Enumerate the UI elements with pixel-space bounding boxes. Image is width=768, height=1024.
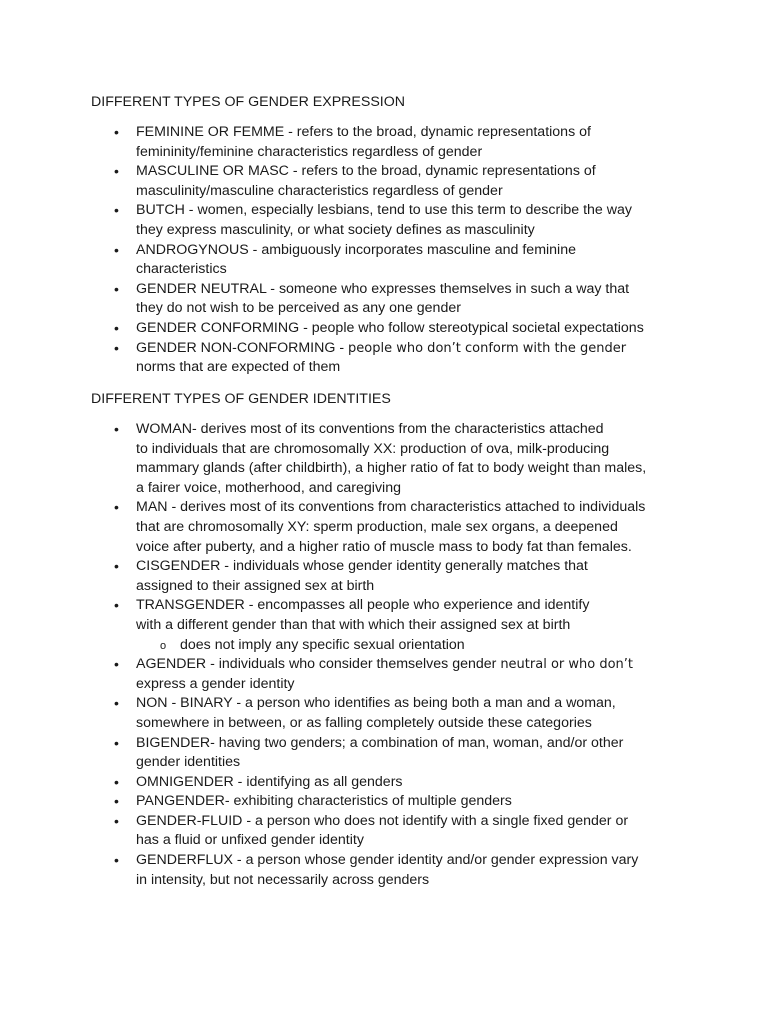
sub-list bbox=[136, 636, 698, 656]
bullet-icon: • bbox=[114, 597, 119, 614]
bullet-icon: • bbox=[114, 695, 119, 712]
list-item: • TRANSGENDER - encompasses all people who experience and identify with a different gender than that with which their assigned sex at birth o does not imply any specific sexual orientation bbox=[0, 596, 768, 655]
bullet-icon: • bbox=[114, 319, 119, 336]
list-item: • BUTCH - women, especially lesbians, tend to use this term to describe the way they express masculinity, or what society defines as masculinity bbox=[114, 202, 632, 238]
list-item: • WOMAN- derives most of its conventions from the characteristics attached to individuals that are chromosomally XX: production of ova, milk-producing mammary glands (after childbirth), a higher ratio of fat to body weight than males, a fairer voice, motherhood, and caregiving bbox=[114, 421, 647, 496]
list-item: • AGENDER - individuals who consider themselves gender neutral or who don’t express a gender identity bbox=[114, 656, 634, 692]
list-item: • ANDROGYNOUS - ambiguously incorporates masculine and feminine characteristics bbox=[114, 241, 576, 278]
list-item: • FEMININE OR FEMME - refers to the broad, dynamic representations of femininity/feminine characteristics regardless of gender bbox=[114, 124, 591, 160]
section-heading-identities: DIFFERENT TYPES OF GENDER IDENTITIES bbox=[91, 391, 391, 407]
section-heading-expression: DIFFERENT TYPES OF GENDER EXPRESSION bbox=[91, 94, 406, 110]
list-item: • MAN - derives most of its conventions from characteristics attached to individuals that are chromosomally XY: sperm production, male sex organs, a deepened voice after puberty, and a higher ratio of muscle mass to body fat than females. bbox=[114, 499, 646, 555]
list-item: • GENDER NEUTRAL - someone who expresses themselves in such a way that they do not wish to be perceived as any one gender bbox=[114, 280, 630, 317]
bullet-icon: • bbox=[114, 852, 119, 869]
list-item: • GENDERFLUX - a person whose gender identity and/or gender expression vary in intensity, but not necessarily across genders bbox=[114, 852, 639, 888]
list-item: • GENDER NON-CONFORMING - people who don’t conform with the gender norms that are expected of them bbox=[114, 339, 627, 376]
list-item: • MASCULINE OR MASC - refers to the broad, dynamic representations of masculinity/masculine characteristics regardless of gender bbox=[114, 163, 596, 199]
list-item: • GENDER-FLUID - a person who does not identify with a single fixed gender or has a fluid or unfixed gender identity bbox=[114, 812, 629, 849]
bullet-icon: • bbox=[114, 124, 119, 140]
list-item: • CISGENDER - individuals whose gender identity generally matches that assigned to their assigned sex at birth bbox=[114, 558, 588, 594]
list-item: • GENDER CONFORMING - people who follow stereotypical societal expectations bbox=[0, 319, 768, 339]
list-item: • NON - BINARY - a person who identifies as being both a man and a woman, somewhere in between, or as falling completely outside these categories bbox=[114, 695, 616, 731]
bullet-icon: • bbox=[114, 163, 119, 180]
bullet-icon: • bbox=[114, 280, 119, 297]
list-item: • BIGENDER- having two genders; a combination of man, woman, and/or other gender identities bbox=[114, 734, 624, 771]
bullet-icon: • bbox=[114, 793, 119, 810]
sub-list-item: o does not imply any specific sexual orientation bbox=[136, 636, 698, 656]
bullet-icon: • bbox=[114, 421, 119, 437]
bullet-icon: • bbox=[114, 734, 119, 751]
bullet-icon: • bbox=[114, 812, 119, 829]
bullet-icon: • bbox=[114, 558, 119, 575]
bullet-icon: • bbox=[114, 499, 119, 516]
sub-bullet-icon: o bbox=[160, 639, 167, 652]
bullet-icon: • bbox=[114, 241, 119, 258]
list-item: • OMNIGENDER - identifying as all genders bbox=[0, 773, 768, 793]
identities-list bbox=[0, 420, 768, 890]
expression-list bbox=[0, 123, 768, 378]
bullet-icon: • bbox=[114, 202, 119, 219]
bullet-icon: • bbox=[114, 773, 119, 790]
list-item: • PANGENDER- exhibiting characteristics of multiple genders bbox=[0, 792, 768, 812]
bullet-icon: • bbox=[114, 339, 119, 356]
bullet-icon: • bbox=[114, 656, 119, 673]
